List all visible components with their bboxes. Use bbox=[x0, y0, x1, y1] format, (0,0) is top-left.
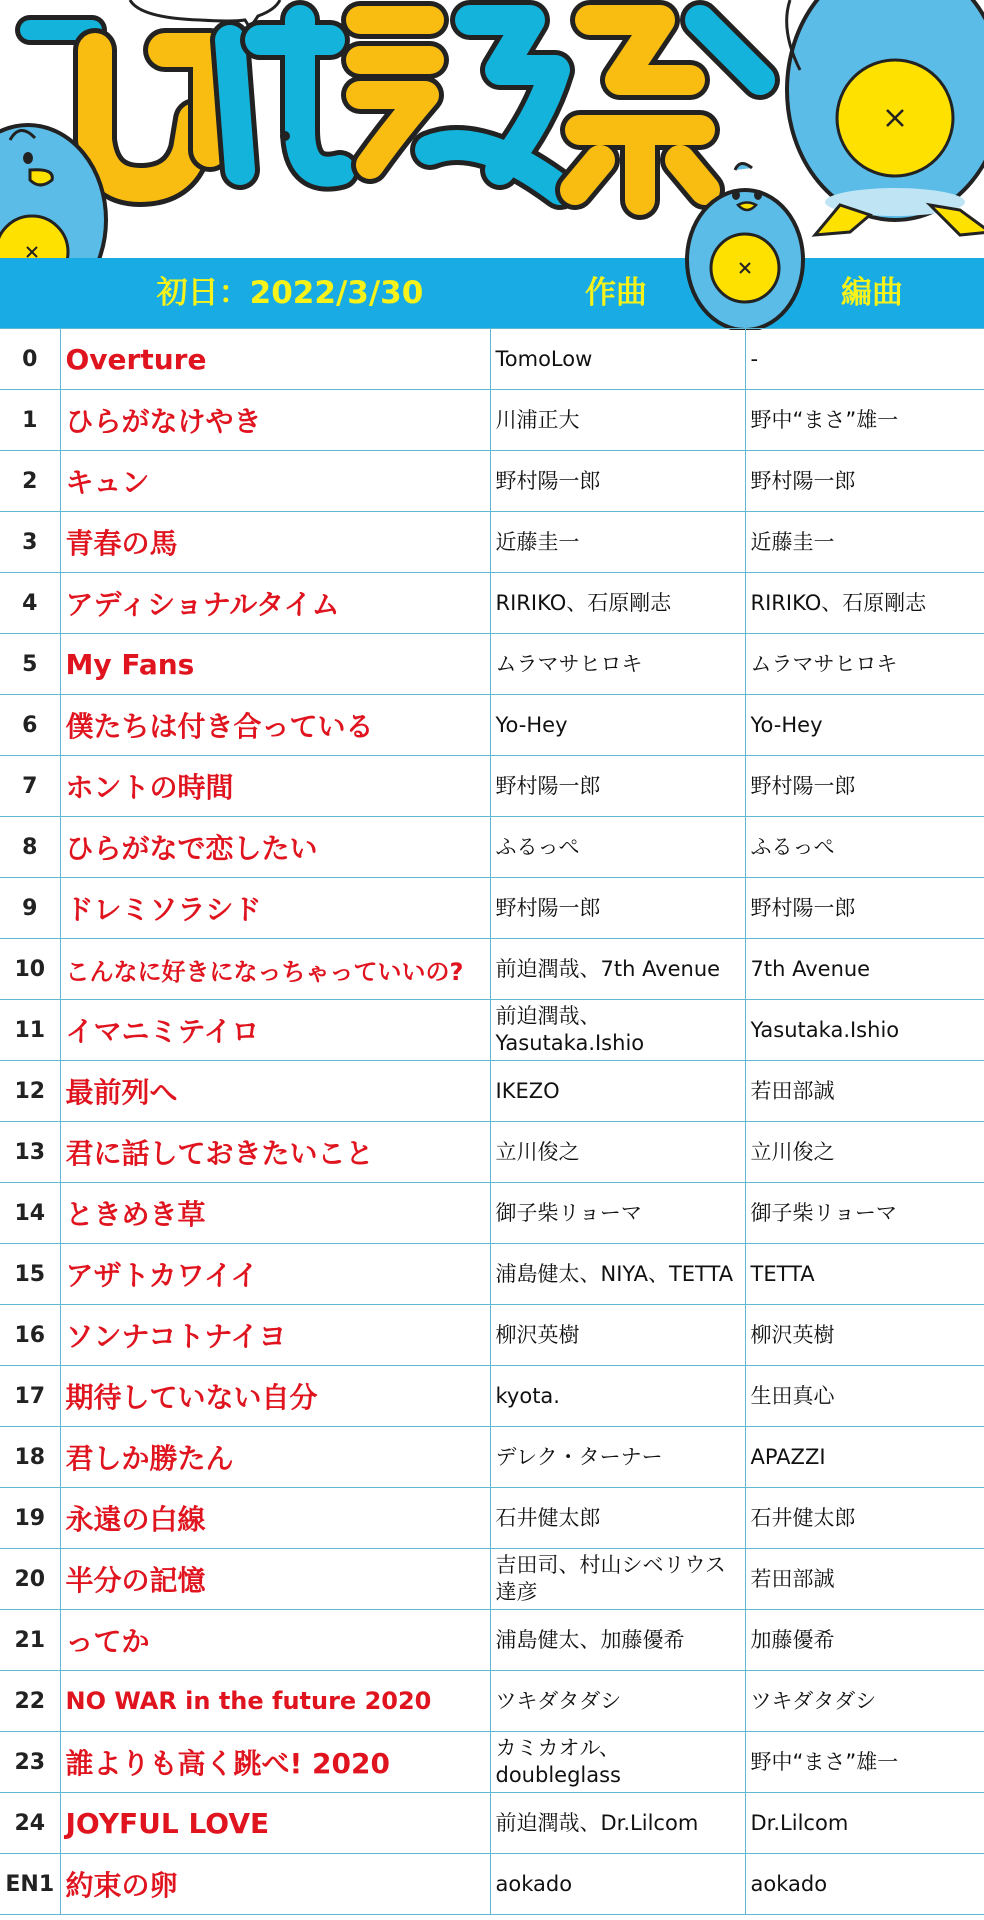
song-title: ときめき草 bbox=[60, 1183, 490, 1244]
arranger-cell: 加藤優希 bbox=[745, 1610, 984, 1671]
table-row bbox=[0, 1427, 984, 1488]
song-title: 君しか勝たん bbox=[60, 1427, 490, 1488]
table-row bbox=[0, 1366, 984, 1427]
song-number: 0 bbox=[0, 329, 60, 390]
song-title: 期待していない自分 bbox=[60, 1366, 490, 1427]
table-row bbox=[0, 1061, 984, 1122]
arranger-cell: TETTA bbox=[745, 1244, 984, 1305]
song-number: 15 bbox=[0, 1244, 60, 1305]
composer-cell: TomoLow bbox=[490, 329, 745, 390]
composer-cell: RIRIKO、石原剛志 bbox=[490, 573, 745, 634]
table-row bbox=[0, 1793, 984, 1854]
song-title: 君に話しておきたいこと bbox=[60, 1122, 490, 1183]
table-row bbox=[0, 1549, 984, 1610]
table-row bbox=[0, 390, 984, 451]
song-number: 19 bbox=[0, 1488, 60, 1549]
song-number: 9 bbox=[0, 878, 60, 939]
logo-illustration bbox=[0, 0, 984, 260]
table-row bbox=[0, 1610, 984, 1671]
table-row bbox=[0, 1305, 984, 1366]
composer-cell: 石井健太郎 bbox=[490, 1488, 745, 1549]
song-title: アザトカワイイ bbox=[60, 1244, 490, 1305]
song-number: 11 bbox=[0, 1000, 60, 1061]
composer-cell: 浦島健太、NIYA、TETTA bbox=[490, 1244, 745, 1305]
composer-cell: 前迫潤哉、Dr.Lilcom bbox=[490, 1793, 745, 1854]
song-number: 16 bbox=[0, 1305, 60, 1366]
song-number: 18 bbox=[0, 1427, 60, 1488]
setlist-table bbox=[0, 328, 984, 1915]
song-title: NO WAR in the future 2020 bbox=[60, 1671, 490, 1732]
table-row bbox=[0, 1244, 984, 1305]
arranger-cell: 柳沢英樹 bbox=[745, 1305, 984, 1366]
table-row bbox=[0, 573, 984, 634]
table-row bbox=[0, 1732, 984, 1793]
table-row bbox=[0, 1000, 984, 1061]
arranger-cell: 野村陽一郎 bbox=[745, 756, 984, 817]
arranger-cell: RIRIKO、石原剛志 bbox=[745, 573, 984, 634]
table-row bbox=[0, 756, 984, 817]
song-number: 10 bbox=[0, 939, 60, 1000]
song-number: 7 bbox=[0, 756, 60, 817]
song-title: アディショナルタイム bbox=[60, 573, 490, 634]
arranger-cell: Dr.Lilcom bbox=[745, 1793, 984, 1854]
song-title: JOYFUL LOVE bbox=[60, 1793, 490, 1854]
arranger-cell: 生田真心 bbox=[745, 1366, 984, 1427]
composer-cell: aokado bbox=[490, 1854, 745, 1915]
arranger-cell: - bbox=[745, 329, 984, 390]
song-title: 約束の卵 bbox=[60, 1854, 490, 1915]
banner bbox=[0, 0, 984, 260]
song-title: キュン bbox=[60, 451, 490, 512]
composer-cell: 柳沢英樹 bbox=[490, 1305, 745, 1366]
song-title: イマニミテイロ bbox=[60, 1000, 490, 1061]
song-title: My Fans bbox=[60, 634, 490, 695]
arranger-cell: 7th Avenue bbox=[745, 939, 984, 1000]
composer-cell: 野村陽一郎 bbox=[490, 756, 745, 817]
table-row bbox=[0, 329, 984, 390]
table-row bbox=[0, 1183, 984, 1244]
song-title: こんなに好きになっちゃっていいの? bbox=[60, 939, 490, 1000]
arranger-cell: Yo-Hey bbox=[745, 695, 984, 756]
composer-column-header: 作曲 bbox=[585, 275, 647, 311]
chick-small-illustration bbox=[680, 150, 810, 330]
arranger-cell: 石井健太郎 bbox=[745, 1488, 984, 1549]
table-row bbox=[0, 634, 984, 695]
table-row bbox=[0, 695, 984, 756]
table-row bbox=[0, 939, 984, 1000]
composer-cell: ムラマサヒロキ bbox=[490, 634, 745, 695]
arranger-cell: 若田部誠 bbox=[745, 1549, 984, 1610]
song-number: 1 bbox=[0, 390, 60, 451]
arranger-column-header: 編曲 bbox=[841, 275, 903, 311]
composer-cell: kyota. bbox=[490, 1366, 745, 1427]
table-row bbox=[0, 512, 984, 573]
composer-cell: 野村陽一郎 bbox=[490, 878, 745, 939]
table-row bbox=[0, 1671, 984, 1732]
chick-right-illustration bbox=[787, 0, 984, 235]
arranger-cell: aokado bbox=[745, 1854, 984, 1915]
composer-cell: IKEZO bbox=[490, 1061, 745, 1122]
song-title: ドレミソラシド bbox=[60, 878, 490, 939]
arranger-cell: 野村陽一郎 bbox=[745, 878, 984, 939]
arranger-cell: 御子柴リョーマ bbox=[745, 1183, 984, 1244]
song-number: 3 bbox=[0, 512, 60, 573]
song-title: 青春の馬 bbox=[60, 512, 490, 573]
song-title: Overture bbox=[60, 329, 490, 390]
composer-cell: ツキダタダシ bbox=[490, 1671, 745, 1732]
table-row bbox=[0, 1854, 984, 1915]
composer-cell: 川浦正大 bbox=[490, 390, 745, 451]
composer-cell: 御子柴リョーマ bbox=[490, 1183, 745, 1244]
song-number: 6 bbox=[0, 695, 60, 756]
song-number: 17 bbox=[0, 1366, 60, 1427]
song-title: 永遠の白線 bbox=[60, 1488, 490, 1549]
table-row bbox=[0, 817, 984, 878]
table-row bbox=[0, 878, 984, 939]
arranger-cell: ムラマサヒロキ bbox=[745, 634, 984, 695]
song-title: 半分の記憶 bbox=[60, 1549, 490, 1610]
song-number: EN1 bbox=[0, 1854, 60, 1915]
composer-cell: 前迫潤哉、Yasutaka.Ishio bbox=[490, 1000, 745, 1061]
song-number: 12 bbox=[0, 1061, 60, 1122]
song-number: 4 bbox=[0, 573, 60, 634]
song-number: 8 bbox=[0, 817, 60, 878]
arranger-cell: Yasutaka.Ishio bbox=[745, 1000, 984, 1061]
arranger-cell: ふるっぺ bbox=[745, 817, 984, 878]
song-number: 2 bbox=[0, 451, 60, 512]
arranger-cell: 若田部誠 bbox=[745, 1061, 984, 1122]
table-row bbox=[0, 1488, 984, 1549]
table-row bbox=[0, 451, 984, 512]
composer-cell: デレク・ターナー bbox=[490, 1427, 745, 1488]
song-number: 24 bbox=[0, 1793, 60, 1854]
song-title: 僕たちは付き合っている bbox=[60, 695, 490, 756]
arranger-cell: 立川俊之 bbox=[745, 1122, 984, 1183]
arranger-cell: ツキダタダシ bbox=[745, 1671, 984, 1732]
composer-cell: 野村陽一郎 bbox=[490, 451, 745, 512]
composer-cell: Yo-Hey bbox=[490, 695, 745, 756]
composer-cell: 近藤圭一 bbox=[490, 512, 745, 573]
song-number: 14 bbox=[0, 1183, 60, 1244]
table-row bbox=[0, 1122, 984, 1183]
song-title: ひらがなで恋したい bbox=[60, 817, 490, 878]
song-title: ひらがなけやき bbox=[60, 390, 490, 451]
composer-cell: 浦島健太、加藤優希 bbox=[490, 1610, 745, 1671]
song-number: 21 bbox=[0, 1610, 60, 1671]
song-title: ってか bbox=[60, 1610, 490, 1671]
song-number: 5 bbox=[0, 634, 60, 695]
arranger-cell: APAZZI bbox=[745, 1427, 984, 1488]
song-number: 20 bbox=[0, 1549, 60, 1610]
song-title: ソンナコトナイヨ bbox=[60, 1305, 490, 1366]
opening-date-label: 初日：2022/3/30 bbox=[156, 275, 424, 311]
composer-cell: 立川俊之 bbox=[490, 1122, 745, 1183]
song-title: ホントの時間 bbox=[60, 756, 490, 817]
arranger-cell: 野中“まさ”雄一 bbox=[745, 1732, 984, 1793]
composer-cell: 吉田司、村山シベリウス達彦 bbox=[490, 1549, 745, 1610]
arranger-cell: 野村陽一郎 bbox=[745, 451, 984, 512]
composer-cell: 前迫潤哉、7th Avenue bbox=[490, 939, 745, 1000]
arranger-cell: 野中“まさ”雄一 bbox=[745, 390, 984, 451]
arranger-cell: 近藤圭一 bbox=[745, 512, 984, 573]
song-title: 最前列へ bbox=[60, 1061, 490, 1122]
song-number: 22 bbox=[0, 1671, 60, 1732]
composer-cell: ふるっぺ bbox=[490, 817, 745, 878]
composer-cell: カミカオル、doubleglass bbox=[490, 1732, 745, 1793]
song-number: 23 bbox=[0, 1732, 60, 1793]
song-number: 13 bbox=[0, 1122, 60, 1183]
song-title: 誰よりも高く跳べ! 2020 bbox=[60, 1732, 490, 1793]
